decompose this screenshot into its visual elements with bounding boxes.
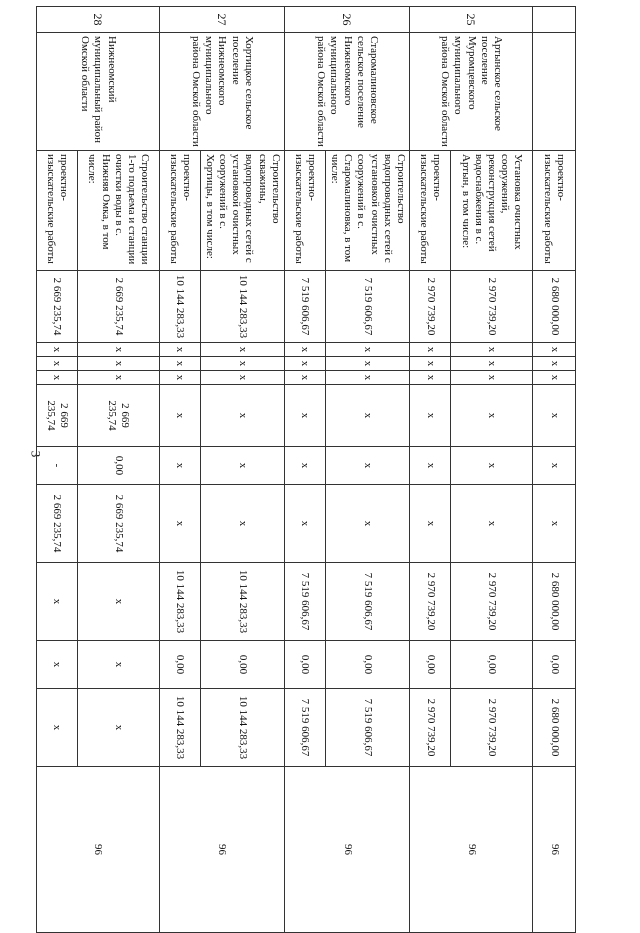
amount-cell: 7 519 606,67 — [325, 563, 409, 641]
row-number: 26 — [284, 7, 409, 33]
amount-cell: x — [410, 447, 451, 485]
amount-total: 2 680 000,00 — [533, 271, 576, 343]
amount-total: 2 669 235,74 — [36, 271, 77, 343]
object-cell: Строительство водопроводных сетей с установкой очистных сооружений в с. Старомалиновка, в том числе: — [325, 151, 409, 271]
page-number: 3 — [28, 450, 44, 458]
amount-cell: x — [325, 485, 409, 563]
table-row — [451, 7, 533, 933]
amount-cell: 7 519 606,67 — [325, 689, 409, 767]
cell-x: x — [284, 371, 325, 385]
amount-cell: x — [159, 385, 200, 447]
amount-cell: 0,00 — [284, 641, 325, 689]
settlement-cell — [533, 33, 576, 151]
cell-x: x — [159, 357, 200, 371]
settlement-cell: Старомалиновское сельское поселение Нижнеомского муниципального района Омской области — [284, 33, 409, 151]
amount-cell: 2 669 235,74 — [36, 485, 77, 563]
amount-cell: 10 144 283,33 — [200, 689, 284, 767]
cell-x: x — [200, 343, 284, 357]
amount-cell: x — [284, 385, 325, 447]
amount-cell: x — [200, 447, 284, 485]
cell-x: x — [77, 357, 159, 371]
cell-x: x — [325, 343, 409, 357]
amount-cell: x — [36, 689, 77, 767]
amount-cell: 2 970 739,20 — [451, 689, 533, 767]
amount-cell: x — [451, 385, 533, 447]
amount-cell: 2 970 739,20 — [451, 563, 533, 641]
amount-total: 2 669 235,74 — [77, 271, 159, 343]
budget-table-sheet — [2, 6, 576, 902]
amount-cell: 2 970 739,20 — [410, 689, 451, 767]
code-cell: 96 — [159, 767, 284, 933]
row-number — [533, 7, 576, 33]
amount-cell: x — [451, 485, 533, 563]
cell-x: x — [200, 357, 284, 371]
amount-cell: x — [77, 641, 159, 689]
row-number: 27 — [159, 7, 284, 33]
cell-x: x — [451, 343, 533, 357]
amount-cell: 0,00 — [410, 641, 451, 689]
amount-cell: x — [325, 447, 409, 485]
amount-cell: x — [410, 485, 451, 563]
cell-x: x — [77, 371, 159, 385]
amount-cell: 10 144 283,33 — [159, 689, 200, 767]
code-cell: 96 — [410, 767, 533, 933]
amount-cell: x — [410, 385, 451, 447]
object-cell: Установка очистных сооружений, реконструкция сетей водоснабжения в с. Артын, в том числе: — [451, 151, 533, 271]
amount-cell: x — [284, 447, 325, 485]
object-cell: проектно-изыскательские работы — [36, 151, 77, 271]
row-number: 25 — [410, 7, 533, 33]
cell-x: x — [533, 357, 576, 371]
object-cell: проектно-изыскательские работы — [159, 151, 200, 271]
amount-cell: x — [36, 563, 77, 641]
amount-cell: 2 669 235,74 — [77, 385, 159, 447]
amount-cell: - — [36, 447, 77, 485]
cell-x: x — [36, 371, 77, 385]
cell-x: x — [410, 343, 451, 357]
amount-cell: 2 680 000,00 — [533, 689, 576, 767]
cell-x: x — [410, 357, 451, 371]
amount-cell: 0,00 — [159, 641, 200, 689]
cell-x: x — [451, 357, 533, 371]
budget-table — [36, 6, 576, 933]
table-row — [200, 7, 284, 933]
amount-cell: 10 144 283,33 — [200, 563, 284, 641]
cell-x: x — [325, 371, 409, 385]
cell-x: x — [451, 371, 533, 385]
amount-cell: x — [159, 485, 200, 563]
amount-cell: 2 680 000,00 — [533, 563, 576, 641]
amount-cell: 0,00 — [325, 641, 409, 689]
amount-cell: x — [451, 447, 533, 485]
amount-total: 2 970 739,20 — [451, 271, 533, 343]
cell-x: x — [284, 357, 325, 371]
amount-cell: x — [159, 447, 200, 485]
table-row — [77, 7, 159, 933]
amount-total: 7 519 606,67 — [325, 271, 409, 343]
table-row — [325, 7, 409, 933]
amount-cell: 0,00 — [533, 641, 576, 689]
cell-x: x — [159, 371, 200, 385]
amount-cell: 2 669 235,74 — [36, 385, 77, 447]
cell-x: x — [533, 343, 576, 357]
amount-total: 2 970 739,20 — [410, 271, 451, 343]
amount-cell: x — [325, 385, 409, 447]
amount-cell: 0,00 — [200, 641, 284, 689]
amount-cell: x — [533, 385, 576, 447]
amount-cell: 2 669 235,74 — [77, 485, 159, 563]
amount-cell: 2 970 739,20 — [410, 563, 451, 641]
cell-x: x — [533, 371, 576, 385]
code-cell: 96 — [533, 767, 576, 933]
amount-cell: 7 519 606,67 — [284, 563, 325, 641]
object-cell: Строительство скважины, водопроводных сетей с установкой очистных сооружений в с. Хортицы, в том числе: — [200, 151, 284, 271]
table-row — [533, 7, 576, 933]
amount-cell: 0,00 — [451, 641, 533, 689]
amount-cell: x — [533, 447, 576, 485]
code-cell: 96 — [284, 767, 409, 933]
amount-cell: 7 519 606,67 — [284, 689, 325, 767]
amount-cell: x — [284, 485, 325, 563]
amount-cell: x — [200, 485, 284, 563]
amount-total: 7 519 606,67 — [284, 271, 325, 343]
object-cell: проектно-изыскательские работы — [533, 151, 576, 271]
amount-cell: 10 144 283,33 — [159, 563, 200, 641]
cell-x: x — [410, 371, 451, 385]
settlement-cell: Нижнеомский муниципальный район Омской области — [36, 33, 159, 151]
amount-cell: x — [77, 689, 159, 767]
cell-x: x — [200, 371, 284, 385]
object-cell: проектно-изыскательские работы — [410, 151, 451, 271]
amount-cell: x — [533, 485, 576, 563]
cell-x: x — [284, 343, 325, 357]
amount-cell: x — [200, 385, 284, 447]
amount-total: 10 144 283,33 — [159, 271, 200, 343]
cell-x: x — [159, 343, 200, 357]
object-cell: проектно-изыскательские работы — [284, 151, 325, 271]
cell-x: x — [36, 343, 77, 357]
amount-cell: x — [36, 641, 77, 689]
row-number: 28 — [36, 7, 159, 33]
cell-x: x — [36, 357, 77, 371]
cell-x: x — [77, 343, 159, 357]
amount-cell: x — [77, 563, 159, 641]
amount-cell: 0,00 — [77, 447, 159, 485]
amount-total: 10 144 283,33 — [200, 271, 284, 343]
cell-x: x — [325, 357, 409, 371]
settlement-cell: Артынское сельское поселение Муромцевского муниципального района Омской области — [410, 33, 533, 151]
settlement-cell: Хортицкое сельское поселение Нижнеомского муниципального района Омской области — [159, 33, 284, 151]
object-cell: Строительство станции 1-го подъема и станции очистки воды в с. Нижняя Омка, в том числе: — [77, 151, 159, 271]
code-cell: 96 — [36, 767, 159, 933]
